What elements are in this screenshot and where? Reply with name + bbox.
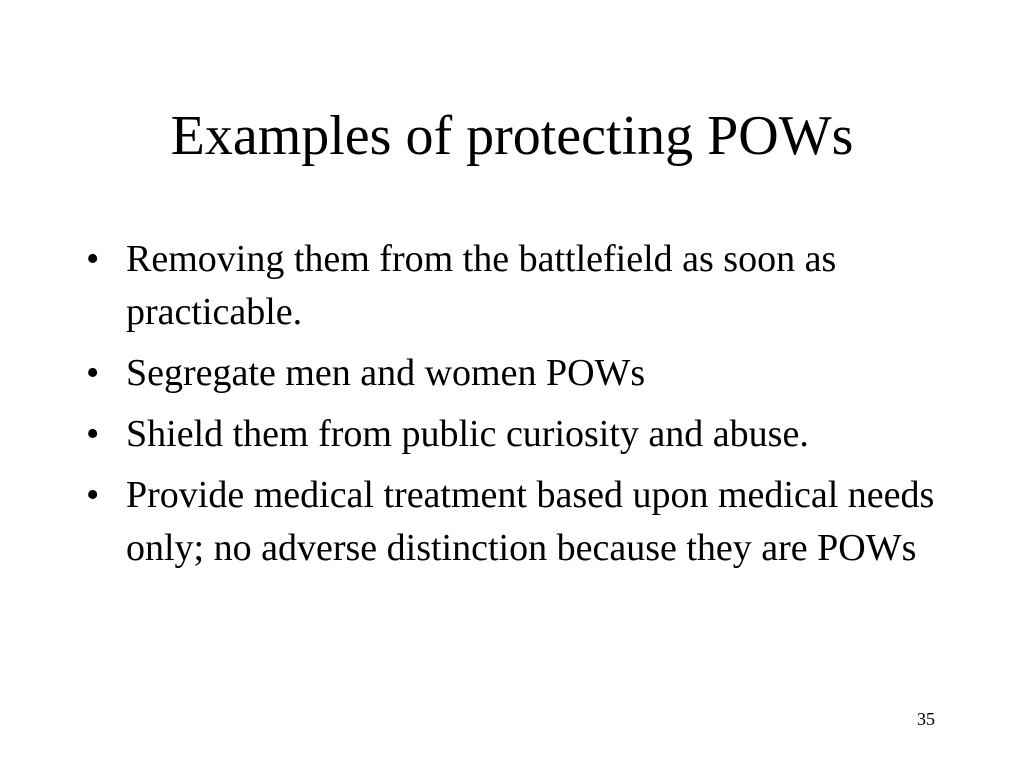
bullet-list <box>86 233 946 583</box>
bullet-dot-icon: • <box>86 352 100 394</box>
bullet-text: Shield them from public curiosity and abuse. <box>126 413 809 455</box>
bullet-dot-icon: • <box>86 238 100 280</box>
page-number: 35 <box>917 709 935 729</box>
slide-title: Examples of protecting POWs <box>170 105 854 167</box>
bullet-text: Removing them from the battlefield as soon as practicable. <box>126 238 837 333</box>
bullet-dot-icon: • <box>86 413 100 455</box>
bullet-item <box>86 347 946 400</box>
bullet-item <box>86 233 946 339</box>
bullet-dot-icon: • <box>86 474 100 516</box>
bullet-item <box>86 469 946 575</box>
bullet-text: Segregate men and women POWs <box>126 352 646 394</box>
bullet-item <box>86 408 946 461</box>
bullet-text: Provide medical treatment based upon medical needs only; no adverse distinction because they are POWs <box>126 474 935 569</box>
